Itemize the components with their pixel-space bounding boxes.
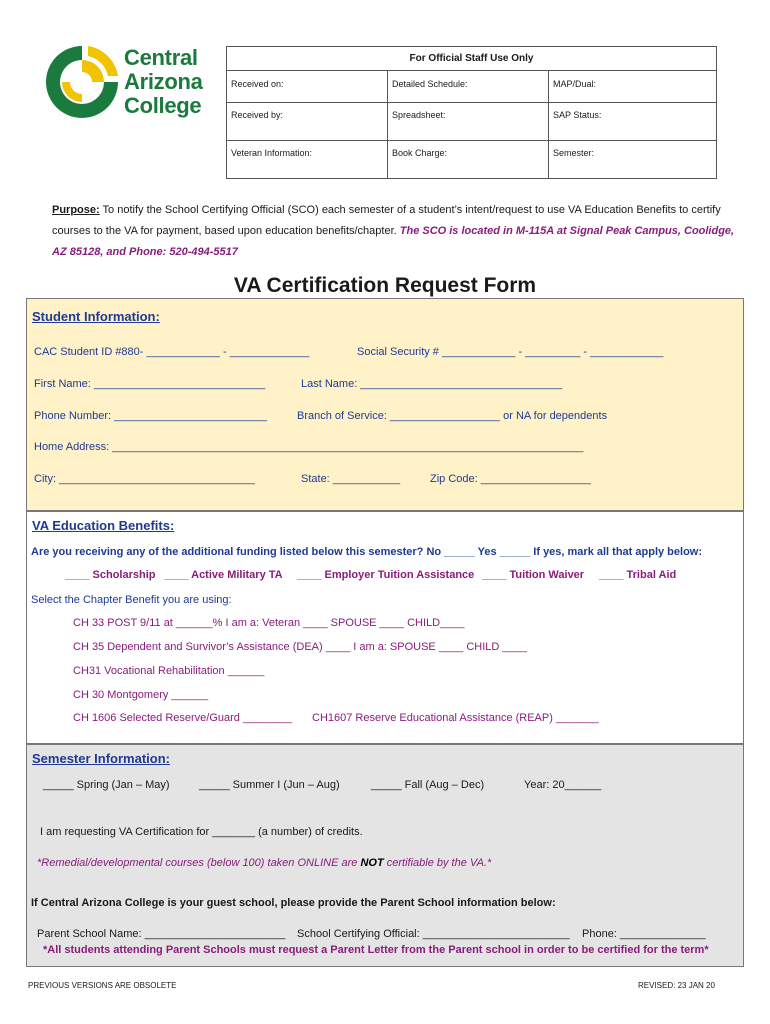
branch-of-service-field[interactable]: Branch of Service: __________________ or NA for dependents	[297, 410, 608, 422]
purpose-label: Purpose:	[52, 204, 100, 216]
spring-option[interactable]: _____ Spring (Jan – May)	[43, 779, 170, 791]
semester-information-heading: Semester Information:	[32, 751, 170, 766]
purpose-paragraph	[52, 200, 742, 263]
semester-information-section	[26, 744, 744, 967]
sco-location: The SCO is located in M-115A at Signal Peak Campus, Coolidge, AZ 85128, and Phone: 520-494-5517	[52, 225, 735, 258]
ssn-field[interactable]: Social Security # ____________ - _________ - ____________	[357, 346, 664, 358]
state-field[interactable]: State: ___________	[301, 473, 401, 485]
student-information-section	[26, 298, 744, 511]
footer-obsolete-notice: PREVIOUS VERSIONS ARE OBSOLETE	[28, 981, 177, 990]
funding-option-scholarship[interactable]: ____ Scholarship	[65, 569, 156, 581]
first-name-field[interactable]: First Name: ____________________________	[34, 378, 266, 390]
chapter-31-option[interactable]: CH31 Vocational Rehabilitation ______	[73, 665, 265, 677]
semester-cell: Semester:	[549, 141, 717, 179]
form-title: VA Certification Request Form	[233, 274, 537, 297]
chapter-1607-option[interactable]: CH1607 Reserve Educational Assistance (REAP) _______	[312, 712, 599, 724]
chapter-1606-option[interactable]: CH 1606 Selected Reserve/Guard ________	[73, 712, 292, 724]
funding-option-active-military-ta[interactable]: ____ Active Military TA	[164, 569, 283, 581]
remedial-note-end: certifiable by the VA.*	[383, 857, 492, 869]
logo-line-2: Arizona	[124, 69, 203, 94]
chapter-benefit-prompt: Select the Chapter Benefit you are using:	[31, 594, 232, 606]
chapter-33-option[interactable]: CH 33 POST 9/11 at ______% I am a: Veteran ____ SPOUSE ____ CHILD____	[73, 617, 465, 629]
veteran-information-cell: Veteran Information:	[227, 141, 388, 179]
remedial-note-start: *Remedial/developmental courses (below 100) taken ONLINE are	[37, 857, 361, 869]
logo-line-1: Central	[124, 45, 198, 70]
zip-code-field[interactable]: Zip Code: __________________	[430, 473, 591, 485]
chapter-35-option[interactable]: CH 35 Dependent and Survivor’s Assistance (DEA) ____ I am a: SPOUSE ____ CHILD ____	[73, 641, 527, 653]
funding-option-tribal-aid[interactable]: ____ Tribal Aid	[599, 569, 677, 581]
college-emblem-icon	[42, 42, 122, 122]
fall-option[interactable]: _____ Fall (Aug – Dec)	[371, 779, 485, 791]
va-education-benefits-section	[26, 511, 744, 744]
received-by-cell: Received by:	[227, 103, 388, 141]
city-field[interactable]: City: ________________________________	[34, 473, 255, 485]
home-address-field[interactable]: Home Address: _____________________________________________________________________________	[34, 441, 584, 453]
sap-status-cell: SAP Status:	[549, 103, 717, 141]
college-logo	[42, 42, 222, 122]
staff-table-header: For Official Staff Use Only	[227, 47, 717, 71]
school-certifying-official-field[interactable]: School Certifying Official: ________________________	[297, 928, 570, 940]
phone-number-field[interactable]: Phone Number: _________________________	[34, 410, 268, 422]
year-field[interactable]: Year: 20______	[524, 779, 602, 791]
remedial-note-not: NOT	[360, 857, 384, 869]
student-information-heading: Student Information:	[32, 309, 160, 324]
student-id-field[interactable]: CAC Student ID #880- ____________ - _____________	[34, 346, 310, 358]
chapter-30-option[interactable]: CH 30 Montgomery ______	[73, 689, 209, 701]
additional-funding-question: Are you receiving any of the additional funding listed below this semester? No _____ Yes _____ If yes, mark all that apply below:	[31, 546, 703, 558]
parent-school-phone-field[interactable]: Phone: ______________	[582, 928, 706, 940]
book-charge-cell: Book Charge:	[388, 141, 549, 179]
map-dual-cell: MAP/Dual:	[549, 71, 717, 103]
logo-line-3: College	[124, 93, 202, 118]
credits-request-field[interactable]: I am requesting VA Certification for _______ (a number) of credits.	[40, 826, 363, 838]
summer-option[interactable]: _____ Summer I (Jun – Aug)	[199, 779, 340, 791]
official-staff-use-table	[226, 46, 717, 179]
spreadsheet-cell: Spreadsheet:	[388, 103, 549, 141]
last-name-field[interactable]: Last Name: _________________________________	[301, 378, 563, 390]
parent-letter-note: *All students attending Parent Schools must request a Parent Letter from the Parent school in order to be certified for the term*	[43, 944, 709, 956]
guest-school-instruction: If Central Arizona College is your guest school, please provide the Parent School information below:	[31, 897, 556, 909]
received-on-cell: Received on:	[227, 71, 388, 103]
funding-option-employer-tuition[interactable]: ____ Employer Tuition Assistance	[297, 569, 475, 581]
va-benefits-heading: VA Education Benefits:	[32, 518, 175, 533]
detailed-schedule-cell: Detailed Schedule:	[388, 71, 549, 103]
remedial-courses-note	[37, 857, 491, 869]
parent-school-name-field[interactable]: Parent School Name: _______________________	[37, 928, 286, 940]
funding-option-tuition-waiver[interactable]: ____ Tuition Waiver	[482, 569, 585, 581]
purpose-text: To notify the School Certifying Official (SCO) each semester of a student’s intent/request to use VA Education Benefits to certify courses to the VA for payment, based upon education benefits/chapter.	[52, 204, 721, 237]
footer-revised-date: REVISED: 23 JAN 20	[638, 981, 715, 990]
